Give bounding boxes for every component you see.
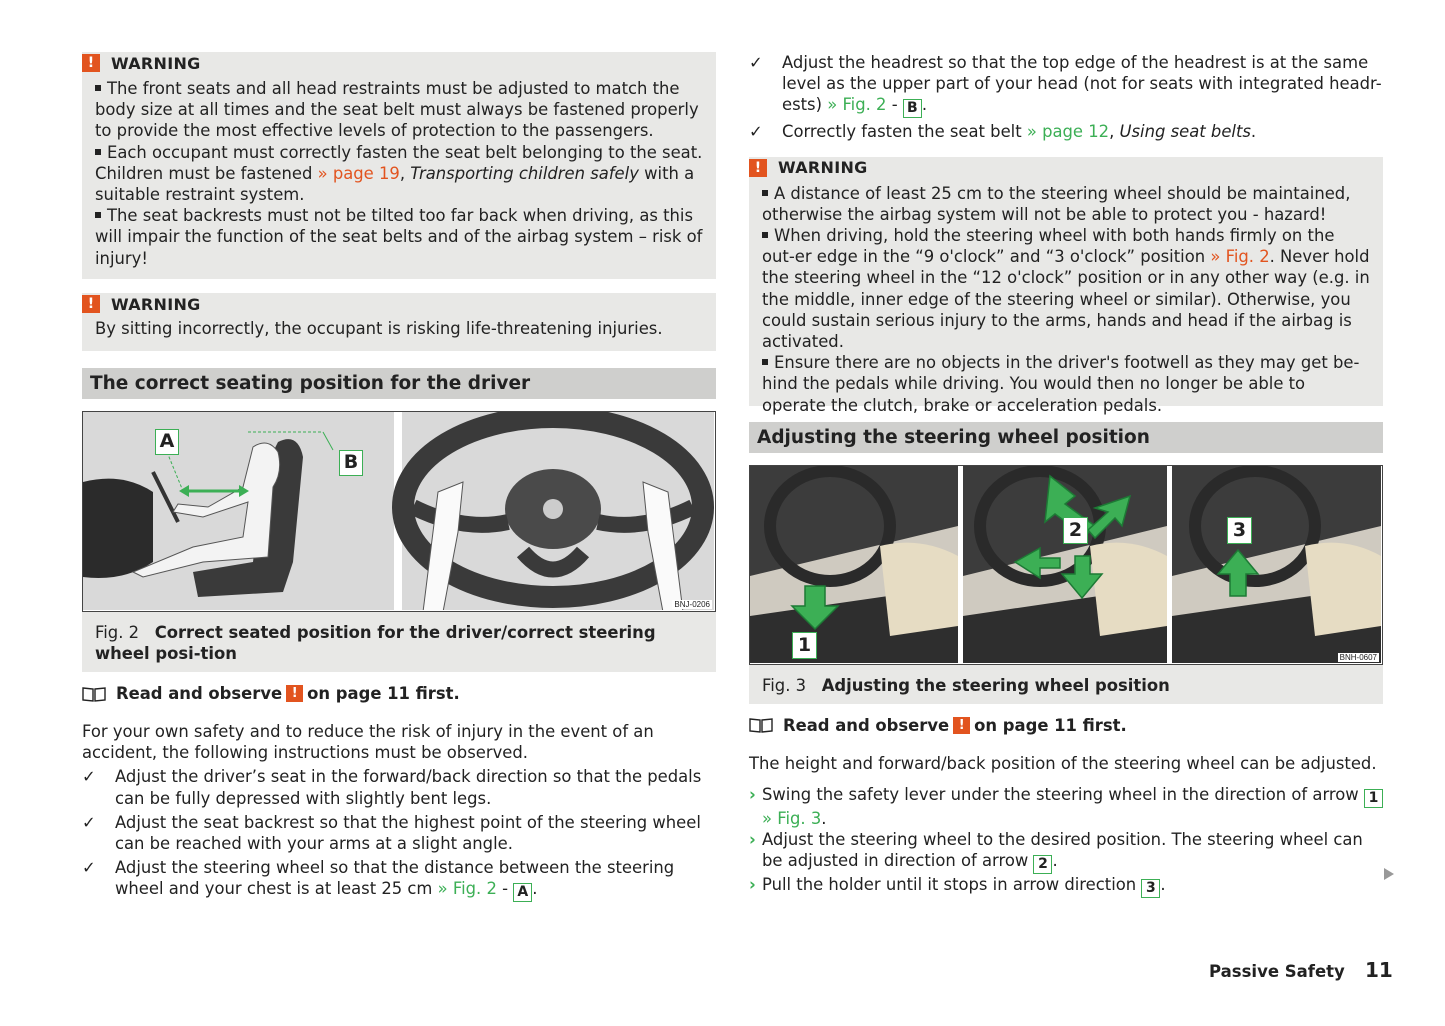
- label-a: A: [155, 429, 179, 455]
- check-icon: ✓: [82, 767, 96, 787]
- step-arrow-icon: ›: [749, 784, 756, 804]
- step-arrow-icon: ›: [749, 875, 756, 895]
- figure-link[interactable]: » Fig. 2: [1210, 247, 1270, 267]
- warning-icon: !: [749, 159, 767, 177]
- check-icon: ✓: [749, 122, 763, 142]
- warning-icon: !: [82, 295, 100, 313]
- footer-section-title: Passive Safety: [1209, 962, 1345, 981]
- warning-item: The seat backrests must not be tilted too far back when driving, as this will impair the function of the seat belts and of the airbag system – risk of injury!: [95, 206, 703, 268]
- figure-code: BNJ-0206: [674, 600, 710, 609]
- warning-box-steering: [749, 157, 1383, 415]
- label-b-ref: B: [903, 99, 922, 118]
- warning-box-sitting: [82, 293, 716, 351]
- label-2: 2: [1063, 517, 1088, 544]
- warning-box-seats: [82, 52, 716, 279]
- figure-code: BNH-0607: [1339, 652, 1377, 662]
- label-1-ref: 1: [1364, 789, 1383, 808]
- steering-adjust-illustration: [750, 466, 1381, 663]
- warning-title: WARNING: [111, 294, 201, 314]
- warning-title: WARNING: [778, 158, 868, 178]
- check-item: ✓ Adjust the steering wheel so that the distance between the steering wheel and your chest is at least 25 cm » Fig. 2 - A .: [82, 858, 675, 901]
- check-item: ✓ Adjust the seat backrest so that the highest point of the steering wheel can be reached with your arms at a slight angle.: [82, 812, 701, 854]
- next-page-icon[interactable]: [1384, 868, 1394, 880]
- warning-item: Each occupant must correctly fasten the seat belt belonging to the seat. Children must be fastened » page 19, Transporting children safely with a suitable restraint system.: [95, 142, 703, 205]
- warning-title: WARNING: [111, 53, 201, 73]
- step-item: › Adjust the steering wheel to the desired position. The steering wheel can be adjusted in direction of arrow 2 .: [749, 830, 1363, 873]
- left-column: [82, 52, 716, 902]
- read-observe-line: Read and observe ! on page 11 first.: [749, 716, 1383, 735]
- warning-icon: !: [286, 685, 303, 702]
- warning-icon: !: [82, 54, 100, 72]
- figure-link[interactable]: » Fig. 3: [762, 808, 822, 828]
- book-icon: [82, 686, 106, 702]
- figure-2: [82, 411, 716, 612]
- label-3-ref: 3: [1141, 879, 1160, 898]
- check-icon: ✓: [749, 53, 763, 72]
- check-item: ✓ Adjust the driver’s seat in the forward/back direction so that the pedals can be fully depressed with slightly bent legs.: [82, 767, 702, 808]
- step-arrow-icon: ›: [749, 830, 756, 850]
- read-observe-line: Read and observe ! on page 11 first.: [82, 684, 716, 703]
- warning-item: Ensure there are no objects in the driver's footwell as they may get be-hind the pedals while driving. You would then no longer be able to operate the clutch, brake or acceleration pedals.: [762, 353, 1360, 415]
- figure-3-caption: Fig. 3 Adjusting the steering wheel position: [749, 665, 1383, 704]
- right-column: [749, 52, 1383, 898]
- figure-link[interactable]: » Fig. 2: [437, 879, 497, 899]
- intro-text: For your own safety and to reduce the risk of injury in the event of an accident, the following instructions must be observed.: [82, 722, 654, 763]
- check-item: ✓ Correctly fasten the seat belt » page 12, Using seat belts.: [749, 122, 1257, 142]
- warning-icon: !: [953, 717, 970, 734]
- label-3: 3: [1227, 517, 1252, 544]
- page-number: 11: [1365, 958, 1393, 982]
- check-icon: ✓: [82, 858, 96, 878]
- warning-item: When driving, hold the steering wheel with both hands firmly on the out-er edge in the “9 o'clock” and “3 o'clock” position » Fig. 2. Never hold the steering wheel in the “12 o'clock” position or in any other way (e.g. in the middle, inner edge of the steering wheel or similar). Otherwise, you could sustain serious injury to the arms, hands and head if the airbag is activated.: [762, 226, 1370, 352]
- intro-text: The height and forward/back position of the steering wheel can be adjusted.: [749, 753, 1377, 773]
- label-b: B: [339, 450, 363, 476]
- label-2-ref: 2: [1033, 855, 1052, 874]
- figure-2-caption: Fig. 2 Correct seated position for the driver/correct steering wheel posi-tion: [82, 612, 716, 672]
- page-link[interactable]: » page 19: [317, 163, 400, 183]
- warning-item: The front seats and all head restraints must be adjusted to match the body size at all times and the seat belt must always be fastened properly to provide the most effective levels of protection to the passengers.: [95, 79, 699, 141]
- section-title-seating: The correct seating position for the driver: [82, 368, 716, 399]
- check-item: ✓ Adjust the headrest so that the top edge of the headrest is at the same level as the upper part of your head (not for seats with integrated headr-ests) » Fig. 2 - B .: [749, 53, 1382, 117]
- section-title-steering: Adjusting the steering wheel position: [749, 422, 1383, 453]
- page-link[interactable]: » page 12: [1026, 122, 1110, 142]
- figure-3: [749, 465, 1383, 665]
- step-item: › Swing the safety lever under the steering wheel in the direction of arrow 1 » Fig. 3.: [749, 784, 1383, 829]
- label-a-ref: A: [513, 883, 532, 902]
- book-icon: [749, 717, 773, 733]
- figure-link[interactable]: » Fig. 2: [827, 95, 887, 115]
- check-icon: ✓: [82, 812, 96, 832]
- warning-item: A distance of least 25 cm to the steering wheel should be maintained, otherwise the airbag system will not be able to protect you - hazard!: [762, 183, 1351, 224]
- step-item: › Pull the holder until it stops in arrow direction 3 .: [749, 875, 1166, 897]
- label-1: 1: [792, 632, 817, 659]
- warning-text: By sitting incorrectly, the occupant is risking life-threatening injuries.: [95, 319, 663, 338]
